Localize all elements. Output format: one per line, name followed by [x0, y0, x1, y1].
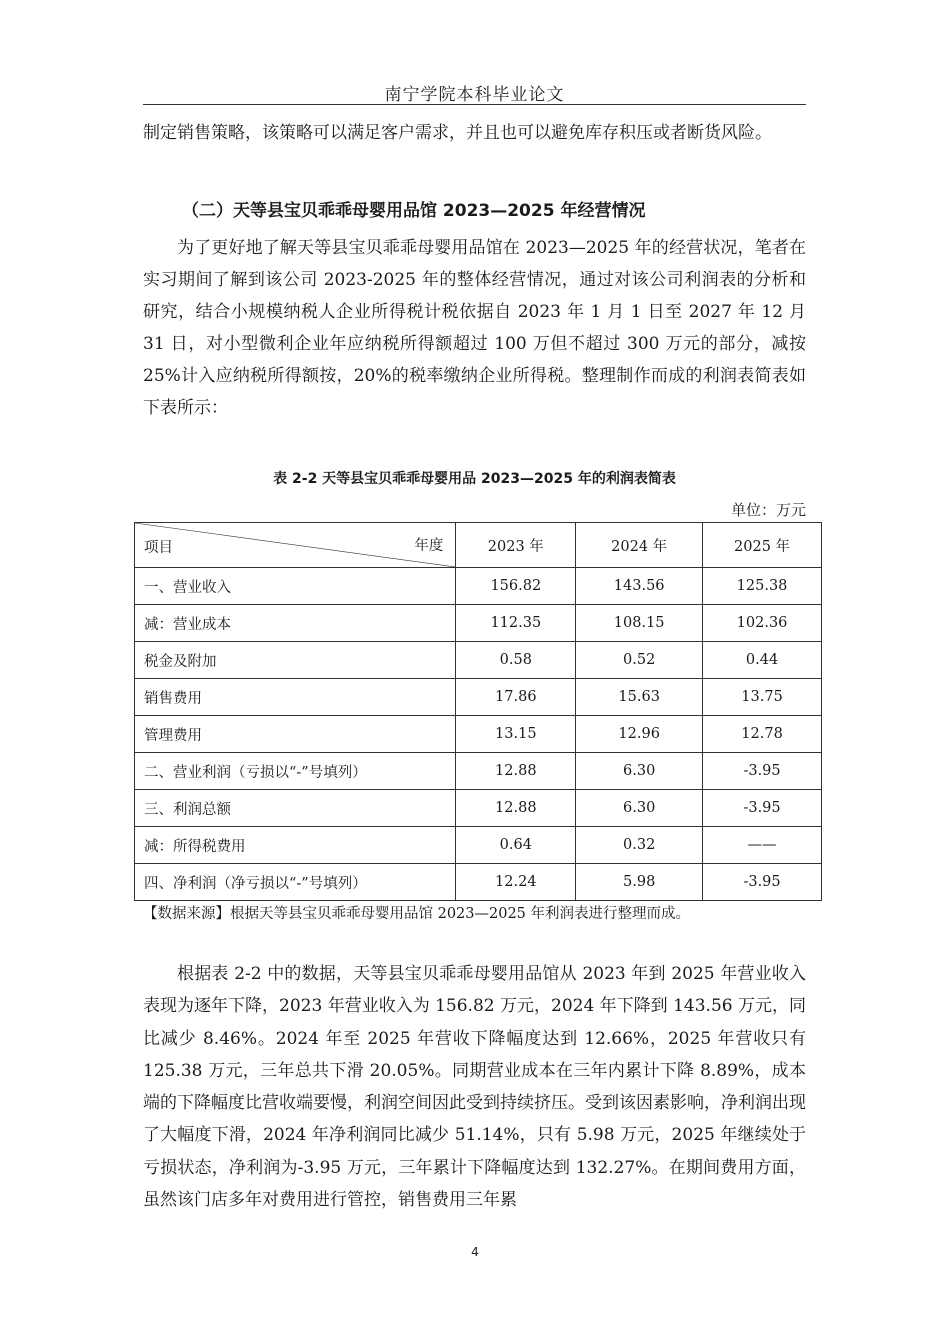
paragraph-analysis: 根据表 2-2 中的数据，天等县宝贝乖乖母婴用品馆从 2023 年到 2025 年营业收入表现为逐年下降，2023 年营业收入为 156.82 万元，2024 年下降到 143.56 万元，同比减少 8.46%。2024 年至 2025 年营收下降幅度达到 12.66%，2025 年营收只有 125.38 万元，三年总共下滑 20.05%。同期营业成本在三年内累计下降 8.89%，成本端的下降幅度比营收端要慢，利润空间因此受到持续挤压。受到该因素影响，净利润出现了大幅度下滑，2024 年净利润同比减少 51.14%，只有 5.98 万元，2025 年继续处于亏损状态，净利润为-3.95 万元，三年累计下降幅度达到 132.27%。在期间费用方面，虽然该门店多年对费用进行管控，销售费用三年累 — [143, 964, 806, 1211]
corner-item-label: 项目 — [144, 540, 173, 556]
cell-value: 13.15 — [456, 716, 576, 753]
cell-value: 17.86 — [456, 679, 576, 716]
cell-value: 13.75 — [703, 679, 822, 716]
cell-value: 0.44 — [703, 642, 822, 679]
paragraph-intro: 制定销售策略，该策略可以满足客户需求，并且也可以避免库存积压或者断货风险。 — [143, 123, 772, 143]
year-header: 2025 年 — [703, 523, 822, 568]
year-header: 2024 年 — [576, 523, 703, 568]
paragraph-context: 为了更好地了解天等县宝贝乖乖母婴用品馆在 2023—2025 年的经营状况，笔者在实习期间了解到该公司 2023-2025 年的整体经营情况，通过对该公司利润表的分析和研究，结合小规模纳税人企业所得税计税依据自 2023 年 1 月 1 日至 2027 年 12 月 31 日，对小型微利企业年应纳税所得额超过 100 万但不超过 300 万元的部分，减按 25%计入应纳税所得额按，20%的税率缴纳企业所得税。整理制作而成的利润表简表如下表所示： — [143, 238, 806, 418]
cell-value: 143.56 — [576, 568, 703, 605]
table-row — [135, 716, 822, 753]
table-source-note: 【数据来源】根据天等县宝贝乖乖母婴用品馆 2023—2025 年利润表进行整理而成。 — [143, 906, 691, 922]
row-item: 减：所得税费用 — [135, 827, 456, 864]
table-row — [135, 568, 822, 605]
row-item: 二、营业利润（亏损以“-”号填列） — [135, 753, 456, 790]
table-row — [135, 790, 822, 827]
row-item: 销售费用 — [135, 679, 456, 716]
table-row — [135, 827, 822, 864]
cell-value: 6.30 — [576, 753, 703, 790]
cell-value: 102.36 — [703, 605, 822, 642]
cell-value: 125.38 — [703, 568, 822, 605]
cell-value: 112.35 — [456, 605, 576, 642]
cell-value: -3.95 — [703, 864, 822, 901]
table-row — [135, 753, 822, 790]
cell-value: -3.95 — [703, 790, 822, 827]
cell-value: 0.64 — [456, 827, 576, 864]
cell-value: —— — [703, 827, 822, 864]
year-header: 2023 年 — [456, 523, 576, 568]
table-row — [135, 642, 822, 679]
diagonal-line — [135, 523, 455, 567]
cell-value: 108.15 — [576, 605, 703, 642]
cell-value: 15.63 — [576, 679, 703, 716]
table-row — [135, 864, 822, 901]
row-item: 税金及附加 — [135, 642, 456, 679]
header-divider — [143, 104, 806, 105]
cell-value: 0.58 — [456, 642, 576, 679]
page-number: 4 — [471, 1245, 479, 1259]
row-item: 减：营业成本 — [135, 605, 456, 642]
cell-value: 0.32 — [576, 827, 703, 864]
table-row — [135, 605, 822, 642]
section-heading: （二）天等县宝贝乖乖母婴用品馆 2023—2025 年经营情况 — [182, 201, 646, 221]
cell-value: 12.78 — [703, 716, 822, 753]
table-corner-cell — [135, 523, 456, 568]
row-item: 三、利润总额 — [135, 790, 456, 827]
cell-value: 5.98 — [576, 864, 703, 901]
cell-value: 12.88 — [456, 790, 576, 827]
cell-value: 12.24 — [456, 864, 576, 901]
cell-value: 156.82 — [456, 568, 576, 605]
row-item: 四、净利润（净亏损以“-”号填列） — [135, 864, 456, 901]
profit-table — [134, 522, 822, 901]
row-item: 一、营业收入 — [135, 568, 456, 605]
table-unit: 单位：万元 — [730, 501, 806, 519]
row-item: 管理费用 — [135, 716, 456, 753]
cell-value: -3.95 — [703, 753, 822, 790]
corner-year-label: 年度 — [414, 538, 444, 554]
table-row — [135, 679, 822, 716]
cell-value: 6.30 — [576, 790, 703, 827]
cell-value: 12.96 — [576, 716, 703, 753]
table-header-row — [135, 523, 822, 568]
table-caption: 表 2-2 天等县宝贝乖乖母婴用品 2023—2025 年的利润表简表 — [273, 471, 676, 487]
cell-value: 12.88 — [456, 753, 576, 790]
page-header: 南宁学院本科毕业论文 — [384, 85, 565, 105]
cell-value: 0.52 — [576, 642, 703, 679]
